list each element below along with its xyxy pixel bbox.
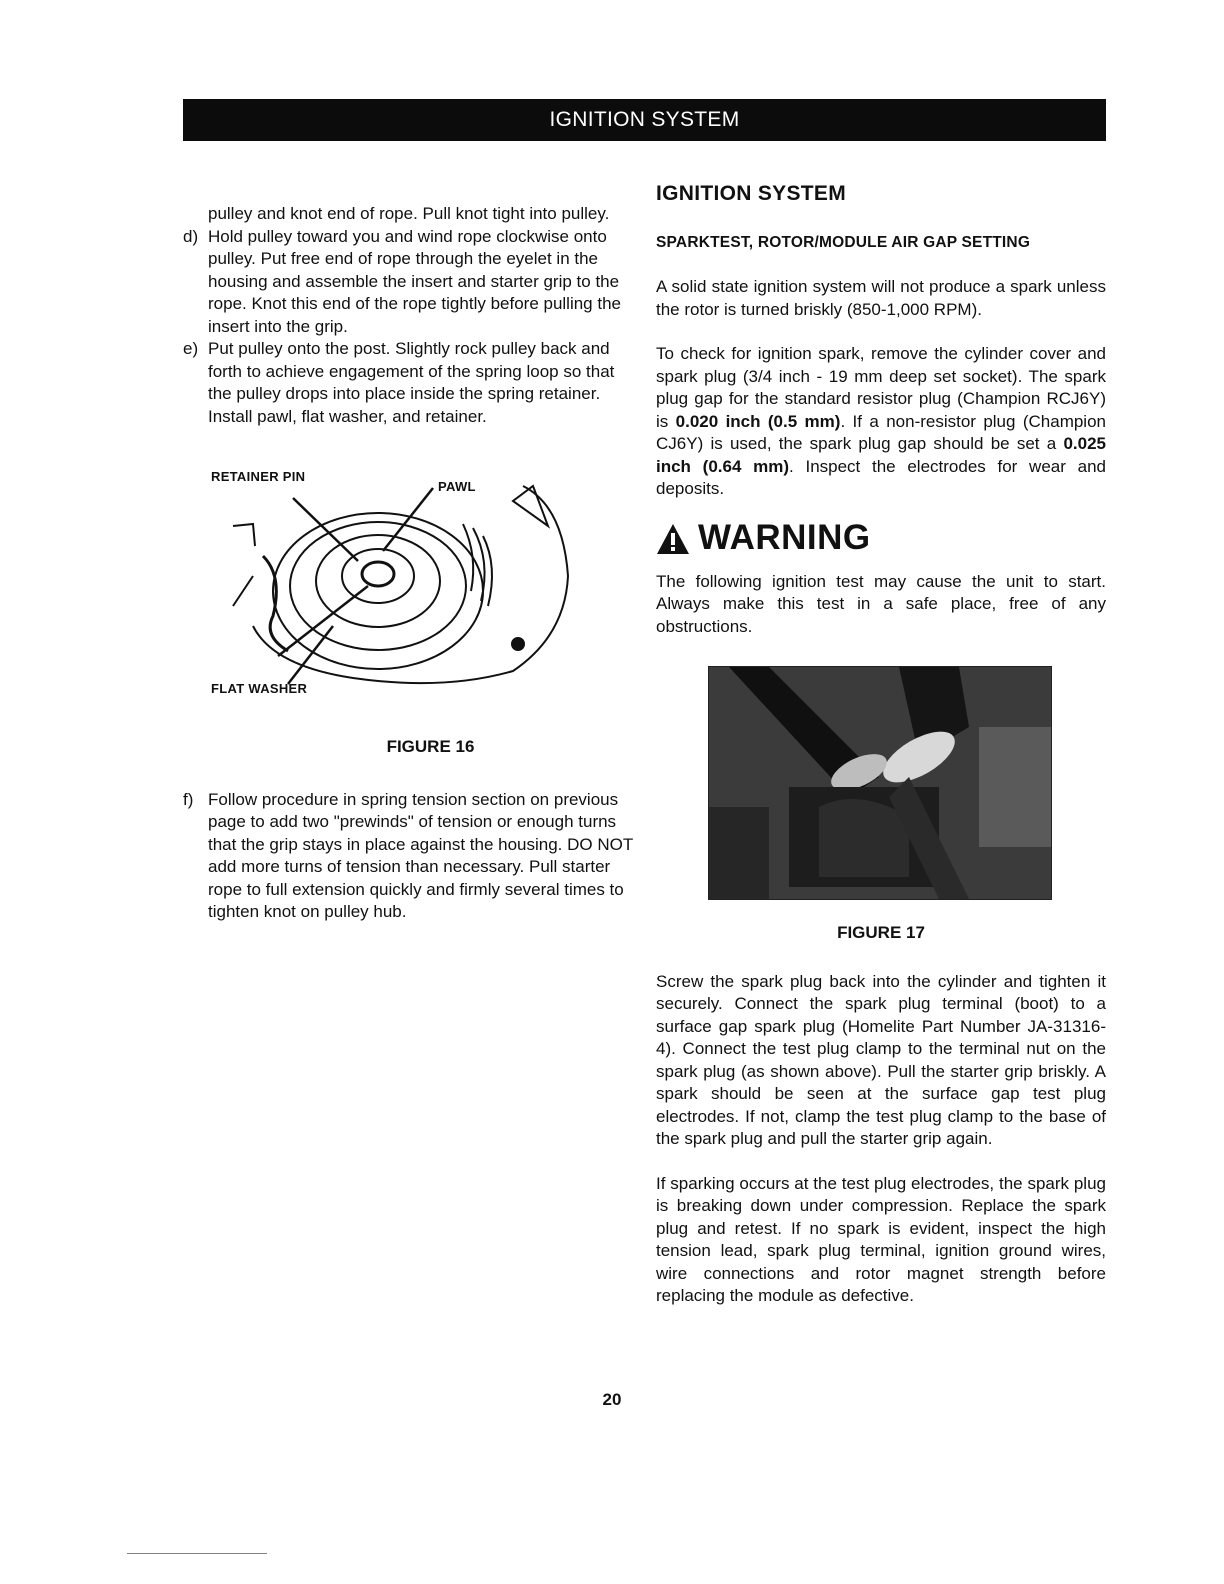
left-column [183, 203, 638, 924]
warning-triangle-icon [656, 523, 690, 555]
figure-17-caption: FIGURE 17 [837, 923, 925, 942]
label-retainer-pin: RETAINER PIN [211, 469, 306, 484]
para2-part1: To check for ignition spark, remove the cylinder cover and spark plug (3/4 inch - 19 mm deep set socket). The spark plug gap for the standard resistor plug (Champion RCJ6Y) is [656, 344, 1106, 431]
step-f-text: Follow procedure in spring tension section on previous page to add two "prewinds" of tension or enough turns that the grip stays in place against the housing. DO NOT add more turns of tension than necessary. Pull starter rope to full extension quickly and firmly several times to tighten knot on pulley hub. [208, 789, 633, 921]
step-e-marker: e) [183, 339, 199, 358]
page-number: 20 [602, 1390, 622, 1409]
section-header-bar [183, 99, 1106, 141]
section-header-title: IGNITION SYSTEM [549, 108, 740, 131]
warning-text: The following ignition test may cause the unit to start. Always make this test in a safe place, free of any obstructions. [656, 571, 1106, 636]
label-pawl: PAWL [438, 479, 476, 494]
warning-heading [656, 518, 1106, 558]
step-e-text: Put pulley onto the post. Slightly rock pulley back and forth to achieve engagement of the spring loop so that the pulley drops into place inside the spring retainer. Install pawl, flat washer, and retainer. [208, 339, 615, 426]
gap-non-resistor-value: 0.025 inch (0.64 mm) [656, 434, 1106, 476]
paragraph-screw-plug: Screw the spark plug back into the cylinder and tighten it securely. Connect the spark plug terminal (boot) to a surface gap spark plug (Homelite Part Number JA-31316-4). Connect the test plug clamp to the terminal nut on the spark plug (as shown above). Pull the starter grip briskly. A spark should be seen at the surface gap test plug electrodes. If not, clamp the test plug clamp to the base of the spark plug and pull the starter grip again. [656, 971, 1106, 1148]
label-flat-washer: FLAT WASHER [211, 681, 308, 696]
ignition-section-title: IGNITION SYSTEM [656, 182, 847, 205]
step-d [183, 226, 638, 339]
footer-rule [127, 1553, 267, 1554]
right-column [656, 183, 1106, 1330]
para2-part2: . If a non-resistor plug (Champion CJ6Y) is used, the spark plug gap should be set a [656, 411, 1106, 453]
paragraph-check-spark [656, 343, 1106, 501]
step-f-marker: f) [183, 789, 194, 809]
gap-resistor-value: 0.020 inch (0.5 mm) [675, 411, 841, 431]
paragraph-sparking-occurs: If sparking occurs at the test plug electrodes, the spark plug is breaking down under compression. Replace the spark plug and retest. If no spark is evident, inspect the high tension lead, spark plug terminal, ignition ground wires, wire connections and rotor magnet strength before replacing the module as defective. [656, 1173, 1106, 1305]
warning-word: WARNING [698, 518, 871, 558]
para2-part3: . Inspect the electrodes for wear and deposits. [656, 456, 1106, 498]
spark-plug-test-photo [709, 667, 1051, 899]
step-e [183, 338, 638, 428]
step-d-text: Hold pulley toward you and wind rope clockwise onto pulley. Put free end of rope through the eyelet in the housing and assemble the insert and starter grip to the rope. Knot this end of the rope tightly before pulling the insert into the grip. [208, 226, 621, 336]
step-f [183, 789, 638, 924]
step-d-marker: d) [183, 226, 199, 246]
figure-16-illustration [193, 466, 573, 696]
figure-16-caption: FIGURE 16 [386, 737, 475, 756]
paragraph-solid-state: A solid state ignition system will not produce a spark unless the rotor is turned briskly (850-1,000 RPM). [656, 277, 1106, 319]
spark-test-subtitle: SPARKTEST, ROTOR/MODULE AIR GAP SETTING [656, 233, 1031, 251]
figure-17-photo [708, 666, 1052, 900]
starter-pulley-drawing [193, 466, 573, 696]
intro-paragraph: pulley and knot end of rope. Pull knot tight into pulley. [208, 204, 610, 223]
